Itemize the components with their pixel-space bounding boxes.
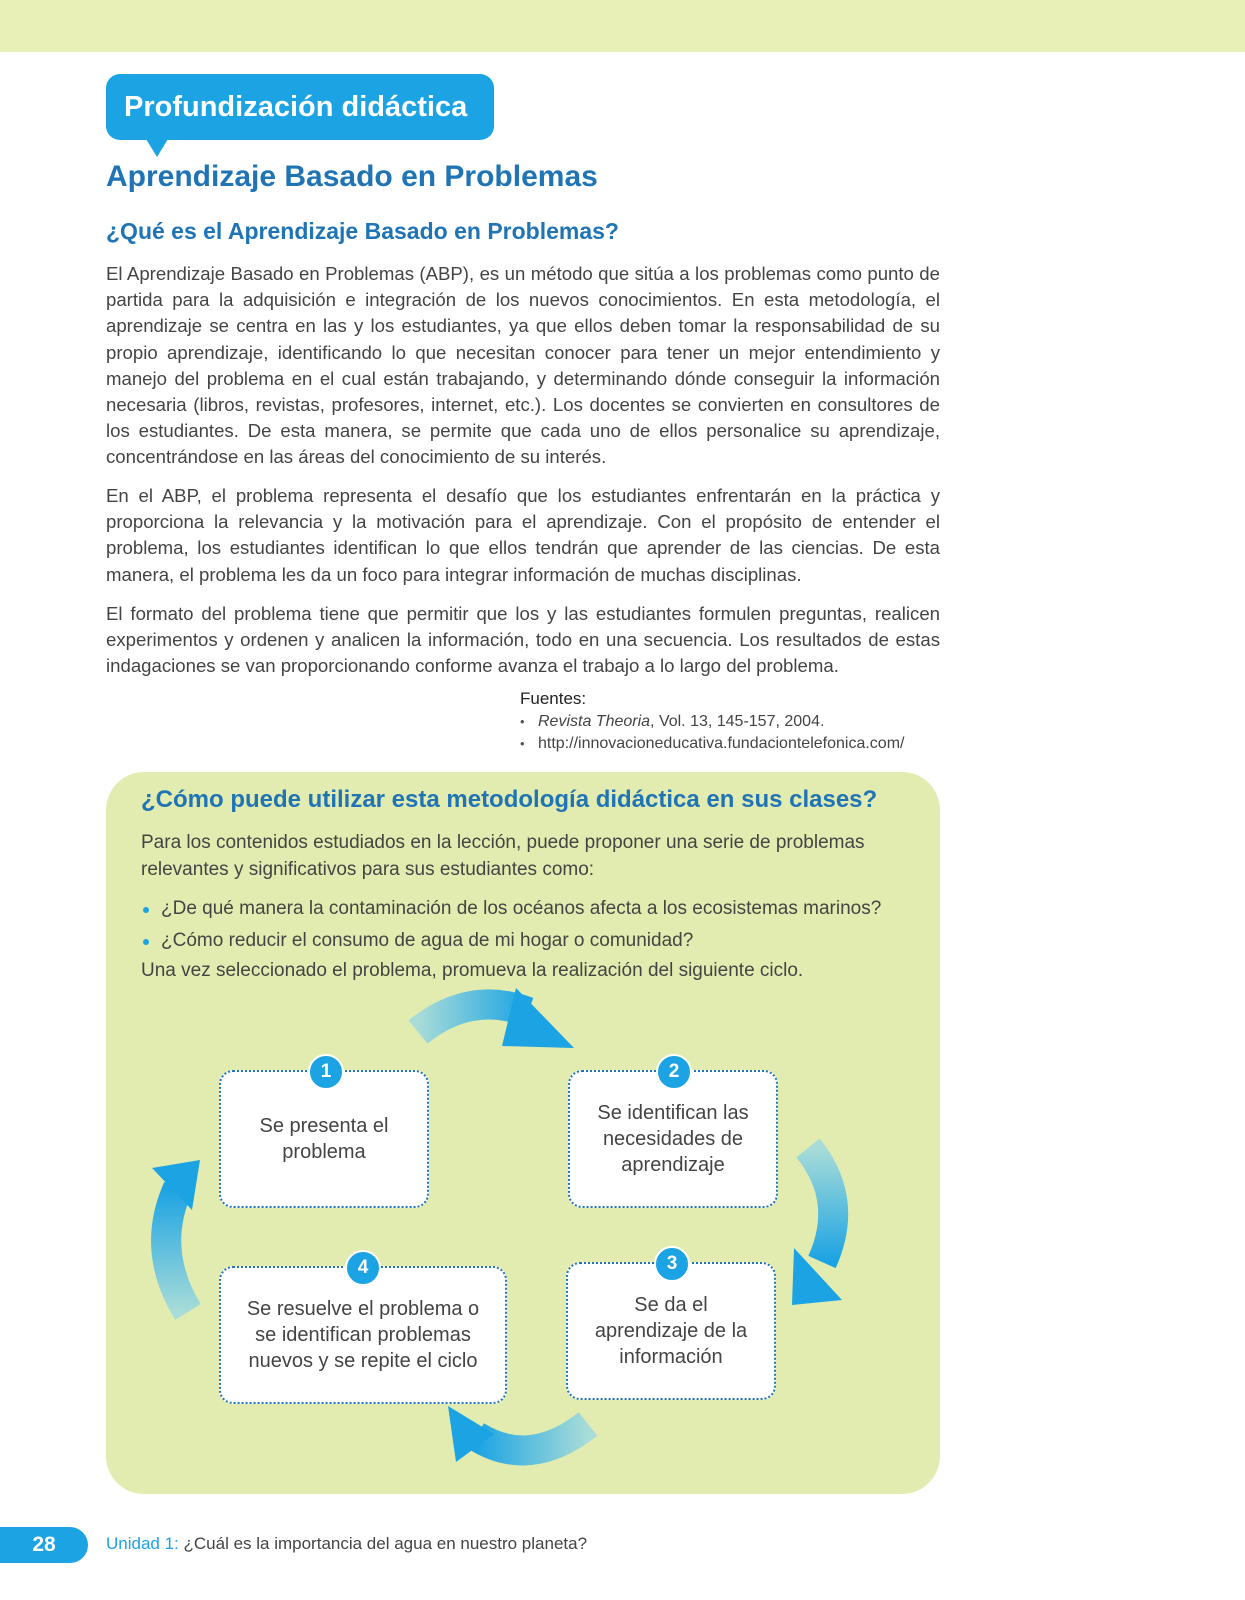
footer-unit xyxy=(106,1534,587,1554)
list-item: ¿De qué manera la contaminación de los océanos afecta a los ecosistemas marinos? xyxy=(141,893,881,925)
step-3-text: Se da el aprendizaje de la información xyxy=(594,1294,748,1368)
cycle-step-2 xyxy=(568,1070,778,1208)
page-number: 28 xyxy=(0,1527,88,1563)
step-2-text: Se identifican las necesidades de aprendizaje xyxy=(597,1102,749,1176)
cycle-step-4 xyxy=(219,1266,507,1404)
cycle-step-3 xyxy=(566,1262,776,1400)
paragraph-1: El Aprendizaje Basado en Problemas (ABP), es un método que sitúa a los problemas como punto de partida para la adquisición e integración de los nuevos conocimientos. En esta metodología, el aprendizaje se centra en las y los estudiantes, ya que ellos deben tomar la responsabilidad de su propio aprendizaje, identificando lo que necesitan conocer para tener un mejor entendimiento y manejo del problema en el cual están trabajando, y determinando dónde conseguir la información necesaria (libros, revistas, profesores, internet, etc.). Los docentes se convierten en consultores de los estudiantes. De esta manera, se permite que cada uno de ellos personalice su aprendizaje, concentrándose en las áreas del conocimiento de su interés. xyxy=(106,263,940,468)
step-3-badge: 3 xyxy=(654,1246,690,1282)
panel-intro: Para los contenidos estudiados en la lección, puede proponer una serie de problemas relevantes y significativos para sus estudiantes como: xyxy=(141,832,865,880)
step-4-text: Se resuelve el problema o se identifican problemas nuevos y se repite el ciclo xyxy=(246,1298,480,1372)
panel-outro: Una vez seleccionado el problema, promueva la realización del siguiente ciclo. xyxy=(141,960,804,981)
sources-title: Fuentes: xyxy=(520,689,587,708)
paragraph-2: En el ABP, el problema representa el desafío que los estudiantes enfrentarán en la práctica y proporciona la relevancia y la motivación para el aprendizaje. Con el propósito de entender el problema, los estudiantes identifican lo que ellos tendrán que aprender de las ciencias. De esta manera, el problema les da un foco para integrar información de muchas disciplinas. xyxy=(106,485,940,585)
paragraph-3: El formato del problema tiene que permitir que los y las estudiantes formulen preguntas, realicen experimentos y ordenen y analicen la información, todo en una secuencia. Los resultados de estas indagaciones se van proporcionando conforme avanza el trabajo a lo largo del problema. xyxy=(106,603,940,677)
arrow-right xyxy=(792,1148,842,1305)
step-2-badge: 2 xyxy=(656,1054,692,1090)
footer-unit-title: ¿Cuál es la importancia del agua en nuestro planeta? xyxy=(178,1534,588,1553)
source-link[interactable]: http://innovacioneducativa.fundaciontelefonica.com/ xyxy=(538,735,905,752)
panel-title: ¿Cómo puede utilizar esta metodología didáctica en sus clases? xyxy=(141,786,878,813)
page-title: Aprendizaje Basado en Problemas xyxy=(106,160,598,193)
step-4-badge: 4 xyxy=(345,1250,381,1286)
arrow-top xyxy=(418,988,574,1048)
step-1-badge: 1 xyxy=(308,1054,344,1090)
step-1-text: Se presenta el problema xyxy=(259,1115,389,1163)
source-details: , Vol. 13, 145-157, 2004. xyxy=(650,713,825,730)
cycle-step-1 xyxy=(219,1070,429,1208)
footer-unit-label: Unidad 1: xyxy=(106,1534,179,1553)
source-journal: Revista Theoria xyxy=(538,713,651,730)
section-tag: Profundización didáctica xyxy=(106,74,494,140)
arrow-left xyxy=(152,1160,200,1312)
list-item: ¿Cómo reducir el consumo de agua de mi hogar o comunidad? xyxy=(141,925,881,957)
section-subtitle: ¿Qué es el Aprendizaje Basado en Problemas? xyxy=(106,218,619,244)
arrow-bottom xyxy=(448,1406,588,1462)
